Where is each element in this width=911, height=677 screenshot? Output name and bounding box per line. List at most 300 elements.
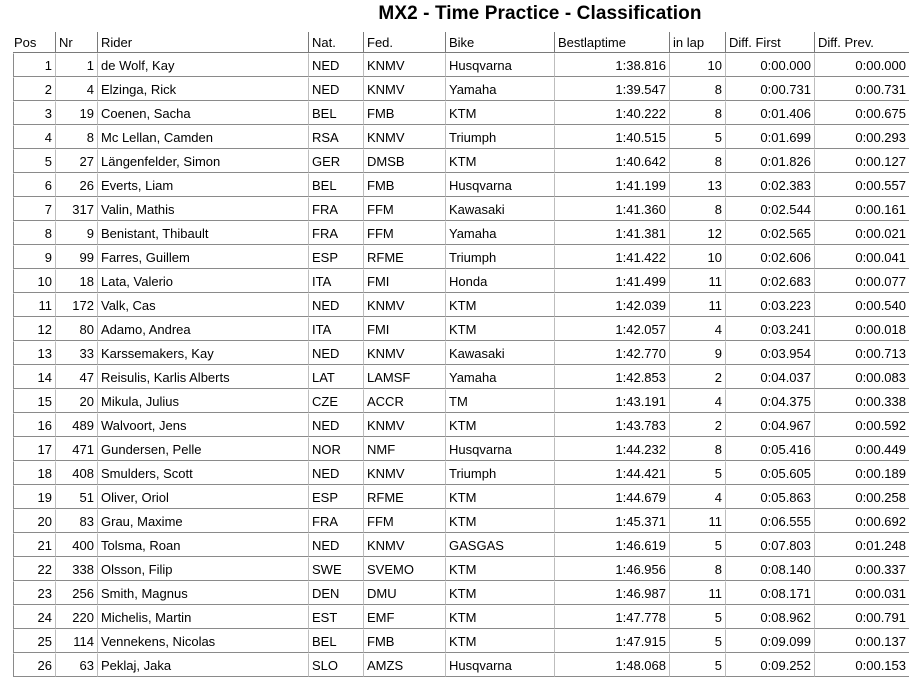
cell-in-lap: 5 bbox=[669, 125, 725, 149]
cell-nr: 27 bbox=[55, 149, 97, 173]
cell-rider: Reisulis, Karlis Alberts bbox=[97, 365, 308, 389]
cell-bike: KTM bbox=[445, 629, 554, 653]
cell-diff-first: 0:08.962 bbox=[725, 605, 814, 629]
cell-diff-prev: 0:00.540 bbox=[814, 293, 909, 317]
table-row bbox=[13, 413, 909, 437]
cell-fed: KNMV bbox=[363, 413, 445, 437]
cell-in-lap: 11 bbox=[669, 293, 725, 317]
cell-nat: NED bbox=[308, 413, 363, 437]
cell-in-lap: 8 bbox=[669, 101, 725, 125]
cell-pos: 4 bbox=[13, 125, 55, 149]
cell-fed: SVEMO bbox=[363, 557, 445, 581]
cell-bike: Husqvarna bbox=[445, 653, 554, 677]
cell-nat: BEL bbox=[308, 101, 363, 125]
cell-fed: KNMV bbox=[363, 125, 445, 149]
cell-bestlaptime: 1:42.039 bbox=[554, 293, 669, 317]
cell-fed: ACCR bbox=[363, 389, 445, 413]
cell-in-lap: 2 bbox=[669, 413, 725, 437]
cell-bestlaptime: 1:41.499 bbox=[554, 269, 669, 293]
col-header-fed: Fed. bbox=[363, 32, 445, 53]
cell-bestlaptime: 1:40.222 bbox=[554, 101, 669, 125]
table-row bbox=[13, 317, 909, 341]
cell-fed: KNMV bbox=[363, 461, 445, 485]
table-row bbox=[13, 221, 909, 245]
cell-fed: KNMV bbox=[363, 341, 445, 365]
cell-nat: NED bbox=[308, 533, 363, 557]
cell-diff-prev: 0:00.041 bbox=[814, 245, 909, 269]
cell-in-lap: 5 bbox=[669, 629, 725, 653]
col-header-bestlaptime: Bestlaptime bbox=[554, 32, 669, 53]
cell-in-lap: 2 bbox=[669, 365, 725, 389]
cell-nr: 20 bbox=[55, 389, 97, 413]
cell-in-lap: 8 bbox=[669, 557, 725, 581]
cell-pos: 11 bbox=[13, 293, 55, 317]
cell-diff-first: 0:05.605 bbox=[725, 461, 814, 485]
cell-bestlaptime: 1:39.547 bbox=[554, 77, 669, 101]
cell-bestlaptime: 1:42.057 bbox=[554, 317, 669, 341]
cell-bike: KTM bbox=[445, 149, 554, 173]
cell-nat: BEL bbox=[308, 173, 363, 197]
cell-pos: 25 bbox=[13, 629, 55, 653]
cell-nat: FRA bbox=[308, 221, 363, 245]
cell-pos: 20 bbox=[13, 509, 55, 533]
cell-rider: Olsson, Filip bbox=[97, 557, 308, 581]
table-row bbox=[13, 77, 909, 101]
cell-fed: FMB bbox=[363, 629, 445, 653]
cell-nat: ITA bbox=[308, 269, 363, 293]
cell-nr: 256 bbox=[55, 581, 97, 605]
cell-diff-prev: 0:00.153 bbox=[814, 653, 909, 677]
cell-bike: Triumph bbox=[445, 461, 554, 485]
col-header-pos: Pos bbox=[13, 32, 55, 53]
cell-nat: NED bbox=[308, 461, 363, 485]
cell-diff-prev: 0:00.675 bbox=[814, 101, 909, 125]
cell-fed: FFM bbox=[363, 221, 445, 245]
cell-diff-prev: 0:00.293 bbox=[814, 125, 909, 149]
cell-nat: FRA bbox=[308, 197, 363, 221]
table-body bbox=[13, 53, 909, 677]
cell-pos: 5 bbox=[13, 149, 55, 173]
cell-rider: Mikula, Julius bbox=[97, 389, 308, 413]
cell-pos: 15 bbox=[13, 389, 55, 413]
cell-diff-prev: 0:00.189 bbox=[814, 461, 909, 485]
cell-diff-prev: 0:00.557 bbox=[814, 173, 909, 197]
cell-bestlaptime: 1:47.915 bbox=[554, 629, 669, 653]
cell-nat: CZE bbox=[308, 389, 363, 413]
cell-diff-prev: 0:00.031 bbox=[814, 581, 909, 605]
cell-diff-prev: 0:00.592 bbox=[814, 413, 909, 437]
cell-diff-first: 0:08.140 bbox=[725, 557, 814, 581]
cell-nr: 83 bbox=[55, 509, 97, 533]
cell-nr: 400 bbox=[55, 533, 97, 557]
table-row bbox=[13, 437, 909, 461]
cell-fed: RFME bbox=[363, 485, 445, 509]
cell-diff-first: 0:01.699 bbox=[725, 125, 814, 149]
cell-bestlaptime: 1:45.371 bbox=[554, 509, 669, 533]
cell-nr: 9 bbox=[55, 221, 97, 245]
cell-in-lap: 5 bbox=[669, 605, 725, 629]
cell-pos: 12 bbox=[13, 317, 55, 341]
cell-rider: Karssemakers, Kay bbox=[97, 341, 308, 365]
cell-fed: KNMV bbox=[363, 77, 445, 101]
cell-diff-prev: 0:00.731 bbox=[814, 77, 909, 101]
cell-nr: 47 bbox=[55, 365, 97, 389]
cell-rider: Grau, Maxime bbox=[97, 509, 308, 533]
cell-bestlaptime: 1:42.853 bbox=[554, 365, 669, 389]
cell-rider: Walvoort, Jens bbox=[97, 413, 308, 437]
cell-in-lap: 9 bbox=[669, 341, 725, 365]
cell-pos: 26 bbox=[13, 653, 55, 677]
cell-bestlaptime: 1:40.642 bbox=[554, 149, 669, 173]
cell-fed: KNMV bbox=[363, 533, 445, 557]
cell-bestlaptime: 1:43.783 bbox=[554, 413, 669, 437]
cell-in-lap: 11 bbox=[669, 581, 725, 605]
cell-pos: 19 bbox=[13, 485, 55, 509]
cell-nr: 80 bbox=[55, 317, 97, 341]
cell-diff-prev: 0:00.713 bbox=[814, 341, 909, 365]
cell-diff-first: 0:09.252 bbox=[725, 653, 814, 677]
cell-diff-first: 0:08.171 bbox=[725, 581, 814, 605]
cell-in-lap: 5 bbox=[669, 533, 725, 557]
cell-pos: 7 bbox=[13, 197, 55, 221]
cell-bestlaptime: 1:43.191 bbox=[554, 389, 669, 413]
cell-nat: SWE bbox=[308, 557, 363, 581]
cell-fed: FMI bbox=[363, 269, 445, 293]
cell-rider: Längenfelder, Simon bbox=[97, 149, 308, 173]
col-header-in-lap: in lap bbox=[669, 32, 725, 53]
cell-diff-prev: 0:00.137 bbox=[814, 629, 909, 653]
cell-nat: NED bbox=[308, 341, 363, 365]
cell-diff-prev: 0:00.161 bbox=[814, 197, 909, 221]
cell-pos: 13 bbox=[13, 341, 55, 365]
table-row bbox=[13, 533, 909, 557]
cell-diff-prev: 0:00.077 bbox=[814, 269, 909, 293]
cell-bestlaptime: 1:47.778 bbox=[554, 605, 669, 629]
cell-nr: 317 bbox=[55, 197, 97, 221]
cell-diff-first: 0:03.954 bbox=[725, 341, 814, 365]
cell-rider: Smulders, Scott bbox=[97, 461, 308, 485]
table-row bbox=[13, 653, 909, 677]
cell-diff-prev: 0:00.692 bbox=[814, 509, 909, 533]
cell-nat: NED bbox=[308, 293, 363, 317]
cell-nr: 19 bbox=[55, 101, 97, 125]
cell-bestlaptime: 1:40.515 bbox=[554, 125, 669, 149]
cell-diff-first: 0:02.544 bbox=[725, 197, 814, 221]
cell-rider: Coenen, Sacha bbox=[97, 101, 308, 125]
cell-bestlaptime: 1:41.422 bbox=[554, 245, 669, 269]
cell-bestlaptime: 1:48.068 bbox=[554, 653, 669, 677]
cell-rider: Smith, Magnus bbox=[97, 581, 308, 605]
cell-nat: ITA bbox=[308, 317, 363, 341]
table-row bbox=[13, 461, 909, 485]
cell-in-lap: 12 bbox=[669, 221, 725, 245]
col-header-nat: Nat. bbox=[308, 32, 363, 53]
cell-rider: Gundersen, Pelle bbox=[97, 437, 308, 461]
cell-bestlaptime: 1:44.421 bbox=[554, 461, 669, 485]
cell-fed: DMU bbox=[363, 581, 445, 605]
cell-bike: Husqvarna bbox=[445, 53, 554, 77]
table-row bbox=[13, 581, 909, 605]
cell-diff-prev: 0:00.018 bbox=[814, 317, 909, 341]
cell-fed: FFM bbox=[363, 509, 445, 533]
cell-diff-first: 0:00.000 bbox=[725, 53, 814, 77]
cell-fed: FMI bbox=[363, 317, 445, 341]
classification-table bbox=[13, 32, 909, 677]
cell-diff-first: 0:02.606 bbox=[725, 245, 814, 269]
cell-bike: KTM bbox=[445, 317, 554, 341]
cell-fed: LAMSF bbox=[363, 365, 445, 389]
cell-bike: Kawasaki bbox=[445, 197, 554, 221]
table-row bbox=[13, 197, 909, 221]
page-title: MX2 - Time Practice - Classification bbox=[378, 3, 702, 24]
cell-diff-first: 0:04.967 bbox=[725, 413, 814, 437]
cell-diff-first: 0:04.375 bbox=[725, 389, 814, 413]
cell-diff-prev: 0:00.338 bbox=[814, 389, 909, 413]
cell-in-lap: 8 bbox=[669, 77, 725, 101]
table-row bbox=[13, 485, 909, 509]
cell-bike: KTM bbox=[445, 509, 554, 533]
table-row bbox=[13, 173, 909, 197]
col-header-nr: Nr bbox=[55, 32, 97, 53]
cell-bike: Husqvarna bbox=[445, 437, 554, 461]
cell-bestlaptime: 1:42.770 bbox=[554, 341, 669, 365]
cell-bike: Yamaha bbox=[445, 365, 554, 389]
cell-rider: Tolsma, Roan bbox=[97, 533, 308, 557]
cell-in-lap: 8 bbox=[669, 437, 725, 461]
cell-nr: 18 bbox=[55, 269, 97, 293]
cell-pos: 8 bbox=[13, 221, 55, 245]
cell-diff-prev: 0:00.127 bbox=[814, 149, 909, 173]
cell-in-lap: 8 bbox=[669, 197, 725, 221]
cell-in-lap: 11 bbox=[669, 509, 725, 533]
cell-bestlaptime: 1:46.956 bbox=[554, 557, 669, 581]
cell-diff-first: 0:05.863 bbox=[725, 485, 814, 509]
cell-rider: Farres, Guillem bbox=[97, 245, 308, 269]
cell-bike: KTM bbox=[445, 413, 554, 437]
cell-nr: 8 bbox=[55, 125, 97, 149]
cell-pos: 1 bbox=[13, 53, 55, 77]
cell-rider: Benistant, Thibault bbox=[97, 221, 308, 245]
table-row bbox=[13, 341, 909, 365]
cell-bestlaptime: 1:44.232 bbox=[554, 437, 669, 461]
cell-nr: 99 bbox=[55, 245, 97, 269]
cell-nat: FRA bbox=[308, 509, 363, 533]
cell-pos: 24 bbox=[13, 605, 55, 629]
cell-in-lap: 4 bbox=[669, 389, 725, 413]
cell-rider: Everts, Liam bbox=[97, 173, 308, 197]
table-row bbox=[13, 269, 909, 293]
cell-diff-prev: 0:00.258 bbox=[814, 485, 909, 509]
cell-bike: KTM bbox=[445, 293, 554, 317]
cell-diff-first: 0:02.383 bbox=[725, 173, 814, 197]
cell-bike: GASGAS bbox=[445, 533, 554, 557]
cell-diff-first: 0:06.555 bbox=[725, 509, 814, 533]
cell-nr: 408 bbox=[55, 461, 97, 485]
cell-diff-first: 0:02.683 bbox=[725, 269, 814, 293]
cell-in-lap: 4 bbox=[669, 485, 725, 509]
cell-fed: RFME bbox=[363, 245, 445, 269]
cell-bike: KTM bbox=[445, 557, 554, 581]
col-header-diff-prev: Diff. Prev. bbox=[814, 32, 909, 53]
cell-bike: Honda bbox=[445, 269, 554, 293]
table-row bbox=[13, 53, 909, 77]
cell-nr: 338 bbox=[55, 557, 97, 581]
cell-rider: Michelis, Martin bbox=[97, 605, 308, 629]
cell-nat: NED bbox=[308, 53, 363, 77]
cell-pos: 14 bbox=[13, 365, 55, 389]
cell-nr: 114 bbox=[55, 629, 97, 653]
cell-diff-prev: 0:00.000 bbox=[814, 53, 909, 77]
cell-fed: FMB bbox=[363, 173, 445, 197]
table-row bbox=[13, 389, 909, 413]
cell-in-lap: 10 bbox=[669, 245, 725, 269]
table-row bbox=[13, 125, 909, 149]
cell-nr: 220 bbox=[55, 605, 97, 629]
cell-in-lap: 10 bbox=[669, 53, 725, 77]
cell-fed: EMF bbox=[363, 605, 445, 629]
cell-pos: 18 bbox=[13, 461, 55, 485]
cell-rider: Vennekens, Nicolas bbox=[97, 629, 308, 653]
cell-bike: Yamaha bbox=[445, 77, 554, 101]
cell-diff-prev: 0:00.337 bbox=[814, 557, 909, 581]
cell-bestlaptime: 1:44.679 bbox=[554, 485, 669, 509]
cell-nr: 1 bbox=[55, 53, 97, 77]
cell-in-lap: 5 bbox=[669, 461, 725, 485]
cell-fed: KNMV bbox=[363, 53, 445, 77]
cell-nat: BEL bbox=[308, 629, 363, 653]
col-header-bike: Bike bbox=[445, 32, 554, 53]
cell-diff-prev: 0:00.021 bbox=[814, 221, 909, 245]
table-row bbox=[13, 101, 909, 125]
cell-diff-first: 0:01.406 bbox=[725, 101, 814, 125]
cell-diff-first: 0:04.037 bbox=[725, 365, 814, 389]
cell-pos: 6 bbox=[13, 173, 55, 197]
table-row bbox=[13, 629, 909, 653]
cell-diff-first: 0:03.223 bbox=[725, 293, 814, 317]
cell-pos: 23 bbox=[13, 581, 55, 605]
cell-bike: KTM bbox=[445, 485, 554, 509]
cell-nat: ESP bbox=[308, 485, 363, 509]
cell-diff-first: 0:01.826 bbox=[725, 149, 814, 173]
cell-bike: Yamaha bbox=[445, 221, 554, 245]
cell-rider: Lata, Valerio bbox=[97, 269, 308, 293]
cell-diff-first: 0:00.731 bbox=[725, 77, 814, 101]
cell-pos: 10 bbox=[13, 269, 55, 293]
table-row bbox=[13, 365, 909, 389]
cell-bike: TM bbox=[445, 389, 554, 413]
cell-bike: KTM bbox=[445, 101, 554, 125]
cell-fed: FMB bbox=[363, 101, 445, 125]
cell-nr: 51 bbox=[55, 485, 97, 509]
cell-fed: AMZS bbox=[363, 653, 445, 677]
cell-in-lap: 5 bbox=[669, 653, 725, 677]
cell-diff-prev: 0:01.248 bbox=[814, 533, 909, 557]
table-row bbox=[13, 605, 909, 629]
cell-rider: Valk, Cas bbox=[97, 293, 308, 317]
cell-nr: 172 bbox=[55, 293, 97, 317]
col-header-rider: Rider bbox=[97, 32, 308, 53]
cell-nr: 489 bbox=[55, 413, 97, 437]
cell-bike: Triumph bbox=[445, 125, 554, 149]
cell-fed: FFM bbox=[363, 197, 445, 221]
cell-bike: KTM bbox=[445, 581, 554, 605]
cell-diff-prev: 0:00.791 bbox=[814, 605, 909, 629]
cell-diff-prev: 0:00.449 bbox=[814, 437, 909, 461]
cell-diff-prev: 0:00.083 bbox=[814, 365, 909, 389]
cell-rider: Elzinga, Rick bbox=[97, 77, 308, 101]
table-row bbox=[13, 245, 909, 269]
cell-nat: EST bbox=[308, 605, 363, 629]
cell-rider: Oliver, Oriol bbox=[97, 485, 308, 509]
cell-fed: DMSB bbox=[363, 149, 445, 173]
cell-diff-first: 0:05.416 bbox=[725, 437, 814, 461]
cell-nr: 471 bbox=[55, 437, 97, 461]
header-row bbox=[13, 32, 909, 53]
cell-rider: Peklaj, Jaka bbox=[97, 653, 308, 677]
cell-nat: NOR bbox=[308, 437, 363, 461]
cell-rider: Adamo, Andrea bbox=[97, 317, 308, 341]
cell-bestlaptime: 1:38.816 bbox=[554, 53, 669, 77]
cell-rider: Valin, Mathis bbox=[97, 197, 308, 221]
table-row bbox=[13, 149, 909, 173]
cell-bestlaptime: 1:46.619 bbox=[554, 533, 669, 557]
cell-bestlaptime: 1:41.360 bbox=[554, 197, 669, 221]
cell-pos: 17 bbox=[13, 437, 55, 461]
cell-rider: de Wolf, Kay bbox=[97, 53, 308, 77]
cell-bike: KTM bbox=[445, 605, 554, 629]
cell-nat: ESP bbox=[308, 245, 363, 269]
table-row bbox=[13, 293, 909, 317]
cell-nat: GER bbox=[308, 149, 363, 173]
cell-bestlaptime: 1:41.199 bbox=[554, 173, 669, 197]
cell-nat: DEN bbox=[308, 581, 363, 605]
cell-bestlaptime: 1:41.381 bbox=[554, 221, 669, 245]
cell-bestlaptime: 1:46.987 bbox=[554, 581, 669, 605]
cell-bike: Kawasaki bbox=[445, 341, 554, 365]
cell-rider: Mc Lellan, Camden bbox=[97, 125, 308, 149]
table-row bbox=[13, 557, 909, 581]
cell-nr: 4 bbox=[55, 77, 97, 101]
cell-diff-first: 0:07.803 bbox=[725, 533, 814, 557]
cell-diff-first: 0:09.099 bbox=[725, 629, 814, 653]
cell-bike: Triumph bbox=[445, 245, 554, 269]
cell-pos: 21 bbox=[13, 533, 55, 557]
col-header-diff-first: Diff. First bbox=[725, 32, 814, 53]
cell-diff-first: 0:03.241 bbox=[725, 317, 814, 341]
cell-fed: KNMV bbox=[363, 293, 445, 317]
cell-nr: 26 bbox=[55, 173, 97, 197]
cell-in-lap: 4 bbox=[669, 317, 725, 341]
cell-nat: RSA bbox=[308, 125, 363, 149]
cell-pos: 3 bbox=[13, 101, 55, 125]
cell-in-lap: 8 bbox=[669, 149, 725, 173]
cell-nat: LAT bbox=[308, 365, 363, 389]
cell-pos: 16 bbox=[13, 413, 55, 437]
cell-in-lap: 13 bbox=[669, 173, 725, 197]
cell-pos: 2 bbox=[13, 77, 55, 101]
table-row bbox=[13, 509, 909, 533]
cell-nat: NED bbox=[308, 77, 363, 101]
cell-nat: SLO bbox=[308, 653, 363, 677]
cell-bike: Husqvarna bbox=[445, 173, 554, 197]
cell-fed: NMF bbox=[363, 437, 445, 461]
cell-pos: 22 bbox=[13, 557, 55, 581]
cell-nr: 63 bbox=[55, 653, 97, 677]
cell-pos: 9 bbox=[13, 245, 55, 269]
cell-in-lap: 11 bbox=[669, 269, 725, 293]
cell-diff-first: 0:02.565 bbox=[725, 221, 814, 245]
cell-nr: 33 bbox=[55, 341, 97, 365]
